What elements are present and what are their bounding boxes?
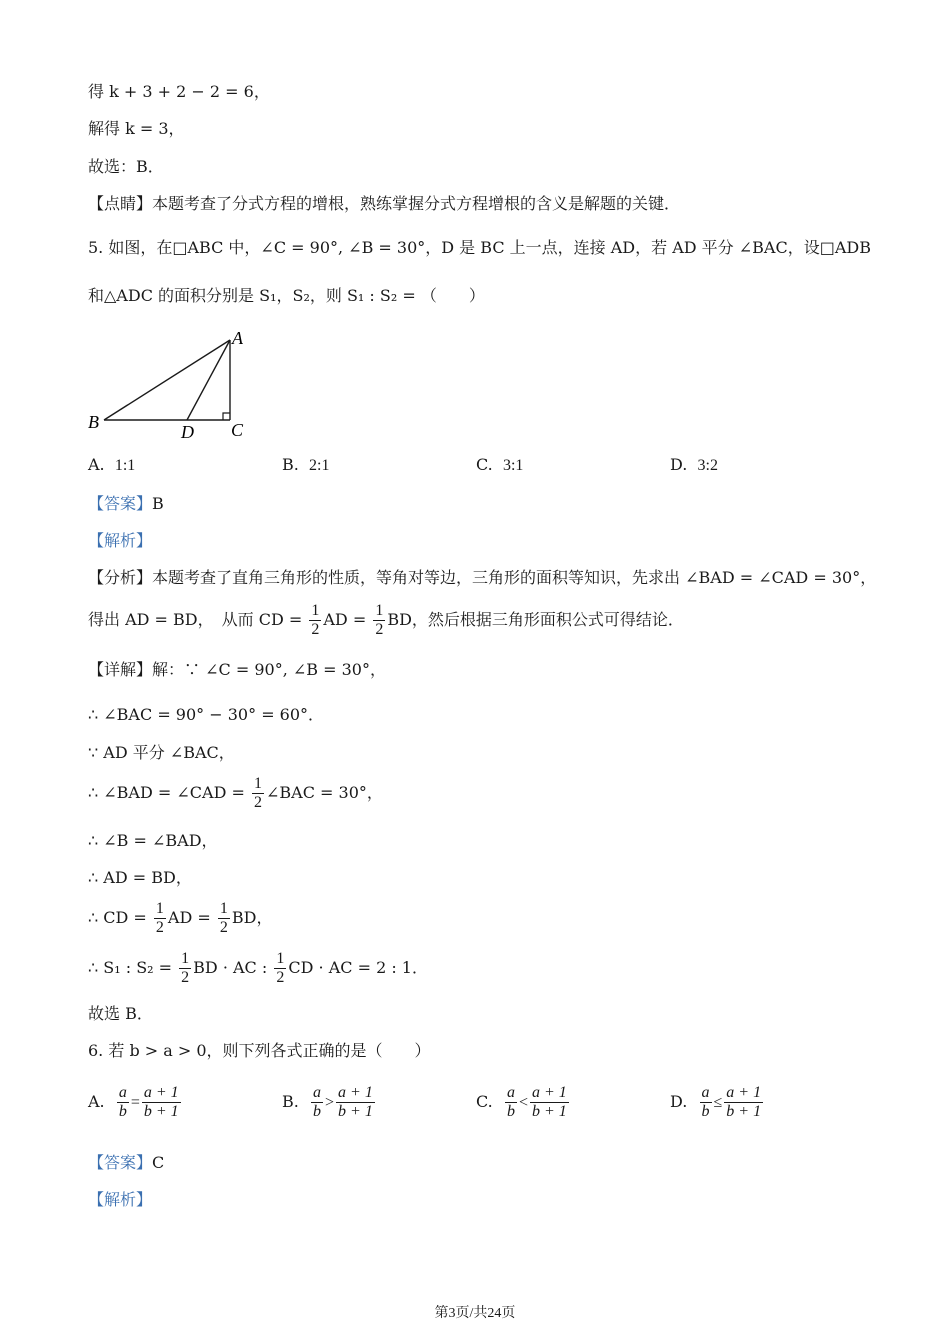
q6-option-a (88, 1084, 183, 1121)
label-b: B (88, 412, 99, 432)
option-letter: D. (670, 455, 688, 474)
detail-text: ∴ ∠BAD = ∠CAD = (88, 783, 250, 802)
segment-ad (187, 340, 230, 420)
q5-detail-line1 (88, 658, 386, 682)
dianjing-tag: 【点睛】 (88, 194, 153, 213)
option-letter: A. (88, 455, 105, 474)
fraction-half: $\frac{1}{2}$ (375, 602, 384, 638)
label-d: D (181, 422, 194, 442)
solution-line: 得 k + 3 + 2 − 2 = 6， (88, 82, 270, 101)
fenxi-text: BD，然后根据三角形面积公式可得结论． (387, 610, 684, 629)
dianjing-text: 本题考查了分式方程的增根，熟练掌握分式方程增根的含义是解题的关键． (152, 194, 681, 213)
option-text: 2:1 (309, 457, 330, 474)
q5-end: 故选 B． (88, 1004, 153, 1023)
q6-analysis-tag: 【解析】 (88, 1190, 153, 1209)
detail-text: BD · AC : (193, 958, 273, 977)
option-fraction-lhs: $\frac{a}{b}$ (313, 1084, 322, 1120)
option-letter: D. (670, 1092, 688, 1111)
solution-line: 故选：B． (88, 157, 164, 176)
detail-text: BD， (231, 908, 273, 927)
detail-text: ∴ CD = (88, 908, 152, 927)
q5-detail-line3: ∵ AD 平分 ∠BAC， (88, 743, 235, 762)
option-letter: B. (282, 1092, 299, 1111)
fenxi-text: 得出 AD = BD， 从而 CD = (88, 610, 308, 629)
q5-fenxi-line1 (88, 566, 876, 590)
option-letter: B. (282, 455, 299, 474)
option-fraction-rhs: $\frac{a + 1}{b + 1}$ (726, 1084, 762, 1120)
q5-option-a (88, 455, 135, 475)
right-angle-mark (223, 413, 230, 420)
option-text: 3:2 (697, 457, 718, 474)
option-operator: > (325, 1094, 335, 1111)
answer-tag: 【答案】 (88, 494, 153, 513)
answer-tag: 【答案】 (88, 1153, 153, 1172)
fraction-half: $\frac{1}{2}$ (254, 775, 262, 811)
q5-detail-line7 (88, 898, 272, 938)
label-c: C (231, 420, 244, 440)
option-fraction-rhs: $\frac{a + 1}{b + 1}$ (531, 1084, 567, 1120)
option-operator: = (130, 1094, 140, 1111)
q5-option-c (476, 455, 523, 475)
option-fraction-lhs: $\frac{a}{b}$ (506, 1084, 515, 1120)
page-footer: 第3页/共24页 (434, 1306, 516, 1321)
option-fraction-lhs: $\frac{a}{b}$ (701, 1084, 710, 1120)
detail-text: AD = (167, 908, 216, 927)
solution-line: 解得 k = 3， (88, 119, 185, 138)
q5-detail-line8 (88, 948, 428, 988)
option-letter: C. (476, 1092, 493, 1111)
xiangjie-tag: 【详解】 (88, 660, 153, 679)
dianjing-line (88, 192, 680, 216)
detail-text: 解：∵ ∠C = 90°, ∠B = 30°， (152, 660, 386, 679)
fenxi-text: AD = (323, 610, 372, 629)
fenxi-tag: 【分析】 (88, 568, 153, 587)
detail-text: CD · AC = 2 : 1． (288, 958, 428, 977)
option-operator: ≤ (713, 1094, 723, 1111)
fraction-half: $\frac{1}{2}$ (276, 950, 285, 986)
option-text: 1:1 (114, 457, 136, 474)
q6-option-b (282, 1084, 377, 1121)
label-a: A (232, 328, 243, 348)
detail-text: ∠BAC = 30°， (266, 783, 383, 802)
q5-stem-line2: 和△ADC 的面积分别是 S₁，S₂，则 S₁ : S₂ = （ ） (88, 286, 485, 305)
option-fraction-lhs: $\frac{a}{b}$ (118, 1084, 127, 1120)
q6-stem: 6. 若 b > a > 0，则下列各式正确的是（ ） (88, 1041, 431, 1060)
fraction-half: $\frac{1}{2}$ (219, 900, 228, 936)
fraction-half: $\frac{1}{2}$ (181, 950, 190, 986)
answer-value: C (152, 1153, 165, 1172)
q6-answer (88, 1151, 164, 1175)
q5-fenxi-line2 (88, 600, 684, 640)
answer-value: B (152, 494, 164, 513)
q5-detail-line2: ∴ ∠BAC = 90° − 30° = 60°． (88, 705, 325, 724)
option-letter: A. (88, 1092, 105, 1111)
q6-option-c (476, 1084, 571, 1121)
option-fraction-rhs: $\frac{a + 1}{b + 1}$ (143, 1084, 179, 1120)
triangle-figure (84, 326, 264, 442)
segment-ab (104, 340, 230, 420)
q5-option-d (670, 455, 718, 475)
fraction-half: $\frac{1}{2}$ (155, 900, 164, 936)
option-fraction-rhs: $\frac{a + 1}{b + 1}$ (338, 1084, 373, 1120)
fenxi-text: 本题考查了直角三角形的性质，等角对等边，三角形的面积等知识，先求出 ∠BAD = ∠CAD = 30°， (152, 568, 877, 587)
q5-stem-line1: 5. 如图，在□ABC 中，∠C = 90°, ∠B = 30°，D 是 BC 上一点，连接 AD，若 AD 平分 ∠BAC，设□ADB (88, 238, 871, 257)
q5-answer (88, 492, 164, 516)
q5-detail-line4 (88, 773, 383, 813)
detail-text: ∴ S₁ : S₂ = (88, 958, 178, 977)
q5-detail-line5: ∴ ∠B = ∠BAD， (88, 831, 218, 850)
fraction-half: $\frac{1}{2}$ (311, 602, 320, 638)
q5-detail-line6: ∴ AD = BD， (88, 868, 192, 887)
option-letter: C. (476, 455, 493, 474)
option-text: 3:1 (502, 457, 524, 474)
option-operator: < (518, 1094, 528, 1111)
q5-analysis-tag: 【解析】 (88, 531, 153, 550)
q5-option-b (282, 455, 329, 475)
q6-option-d (670, 1084, 765, 1121)
